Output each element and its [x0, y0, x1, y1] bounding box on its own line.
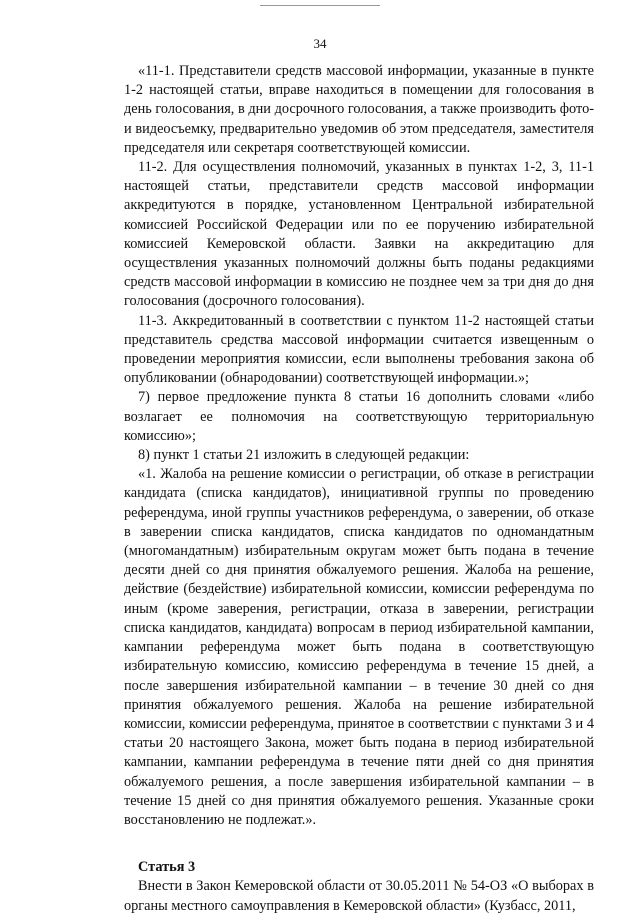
paragraph-item-8: 8) пункт 1 статьи 21 изложить в следующей редакции:	[138, 447, 470, 464]
paragraph-complaint: «1. Жалоба на решение комиссии о регистрации, об отказе в регистрации кандидата (списка кандидатов), инициативной группы по проведению референдума, иной группы участников референдума, о заверении, об отказе в заверении списка кандидатов, списка кандидатов по одномандатным (многомандатным) избирательным округам может быть подана в течение десяти дней со дня принятия обжалуемого решения. Жалоба на решение, действие (бездействие) избирательной комиссии, комиссии референдума по иным (кроме заверения, регистрации, отказа в заверении, регистрации списка кандидатов, кандидата) вопросам в период избирательной кампании, кампании референдума может быть подана в соответствующую избирательную комиссию, комиссию референдума в течение 15 дней, а после завершения избирательной кампании – в течение 30 дней со дня принятия обжалуемого решения. Жалоба на решение избирательной комиссии, комиссии референдума, принятое в соответствии с пунктами 3 и 4 статьи 20 настоящего Закона, может быть подана в период избирательной кампании, кампании референдума в течение пяти дней со дня принятия обжалуемого решения, а после завершения избирательной кампании – в течение 15 дней со дня принятия обжалуемого решения. Указанные сроки восстановлению не подлежат.».	[124, 466, 594, 828]
top-rule	[260, 5, 380, 6]
paragraph-11-1: «11-1. Представители средств массовой информации, указанные в пункте 1-2 настоящей статьи, вправе находиться в помещении для голосования в день голосования, в дни досрочного голосования, а также производить фото- и видеосъемку, предварительно уведомив об этом председателя, заместителя председателя или секретаря соответствующей комиссии.	[124, 63, 594, 156]
paragraph-11-3: 11-3. Аккредитованный в соответствии с пунктом 11-2 настоящей статьи представитель средства массовой информации считается извещенным о проведении мероприятия комиссии, если выполнены требования закона об опубликовании (обнародовании) соответствующей информации.»;	[124, 312, 594, 387]
article-heading: Статья 3	[138, 859, 196, 876]
paragraph-item-7: 7) первое предложение пункта 8 статьи 16 дополнить словами «либо возлагает ее полномочия на соответствующую территориальную комиссию»;	[124, 389, 594, 444]
paragraph-11-2: 11-2. Для осуществления полномочий, указанных в пунктах 1-2, 3, 11-1 настоящей статьи, представители средств массовой информации аккредитуются в порядке, установленном Центральной избирательной комиссией Российской Федерации или по ее поручению избирательной комиссией Кемеровской области. Заявки на аккредитацию для осуществления указанных полномочий должны быть поданы редакциями средств массовой информации в комиссию не позднее чем за три дня до дня голосования (досрочного голосования).	[124, 159, 594, 310]
article-text: Внести в Закон Кемеровской области от 30.05.2011 № 54-ОЗ «О выборах в органы местного самоуправления в Кемеровской области» (Кузбасс, 2011,	[124, 878, 594, 914]
page-number: 34	[313, 36, 327, 51]
document-body	[124, 62, 594, 916]
section-spacer	[124, 830, 594, 858]
